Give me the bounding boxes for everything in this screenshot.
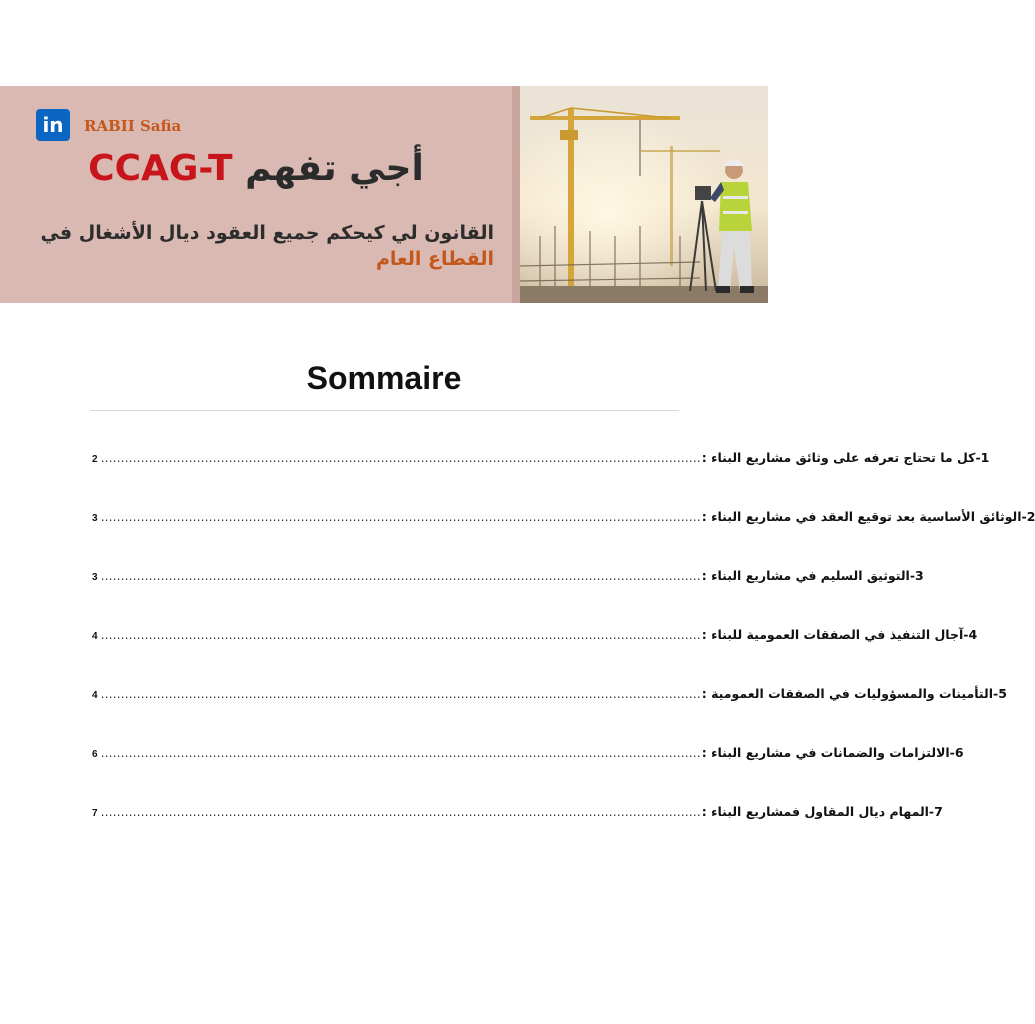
toc-page-number: 3 (92, 513, 98, 524)
toc-entry-label: 6-الالتزامات والضمانات في مشاريع البناء : (701, 745, 964, 760)
toc-entry-label: 7-المهام ديال المقاول فمشاريع البناء : (701, 804, 943, 819)
toc-leader-dots: ...................................................................................................................................................... (99, 750, 700, 761)
toc-entry-label: 4-آجال التنفيذ في الصفقات العمومية للبناء : (701, 627, 978, 642)
toc-divider (90, 410, 679, 411)
toc-page-number: 2 (92, 454, 98, 465)
title-arabic: أجي تفهم (245, 148, 424, 189)
toc-leader-dots: ...................................................................................................................................................... (99, 455, 700, 466)
toc-entry-label: 5-التأمينات والمسؤوليات في الصفقات العمومية : (701, 686, 1007, 701)
toc-leader-dots: ...................................................................................................................................................... (99, 514, 700, 525)
toc-entry[interactable] (92, 509, 1035, 529)
toc-entry[interactable] (92, 450, 990, 470)
toc-entry[interactable] (92, 686, 1007, 706)
toc-entry[interactable] (92, 804, 943, 824)
toc-entry[interactable] (92, 745, 964, 765)
banner-divider (512, 86, 520, 303)
toc-entry-label: 2-الوثائق الأساسية بعد توقيع العقد في مشاريع البناء : (701, 509, 1035, 524)
toc-title: Sommaire (306, 360, 462, 396)
document-subtitle (30, 220, 494, 272)
construction-worker-photo (520, 86, 768, 303)
toc-page-number: 3 (92, 572, 98, 583)
header-banner (0, 86, 768, 303)
toc-page-number: 4 (92, 690, 98, 701)
toc-entry[interactable] (92, 627, 978, 647)
subtitle-main: القانون لي كيحكم جميع العقود ديال الأشغال في (40, 222, 494, 244)
author-name: RABII Safia (84, 117, 182, 135)
toc-entry-label: 1-كل ما تحتاج تعرفه على وثائق مشاريع البناء : (701, 450, 990, 465)
toc-entry[interactable] (92, 568, 924, 588)
toc-entry-label: 3-التوثيق السليم في مشاريع البناء : (701, 568, 924, 583)
toc-leader-dots: ...................................................................................................................................................... (99, 632, 700, 643)
toc-leader-dots: ...................................................................................................................................................... (99, 573, 700, 584)
toc-page-number: 7 (92, 808, 98, 819)
title-brand: CCAG-T (88, 148, 233, 189)
document-title (0, 148, 512, 189)
toc-leader-dots: ...................................................................................................................................................... (99, 809, 700, 820)
linkedin-icon[interactable]: in (36, 109, 70, 141)
toc-page-number: 6 (92, 749, 98, 760)
toc-page-number: 4 (92, 631, 98, 642)
toc-leader-dots: ...................................................................................................................................................... (99, 691, 700, 702)
subtitle-highlight: القطاع العام (376, 248, 494, 270)
